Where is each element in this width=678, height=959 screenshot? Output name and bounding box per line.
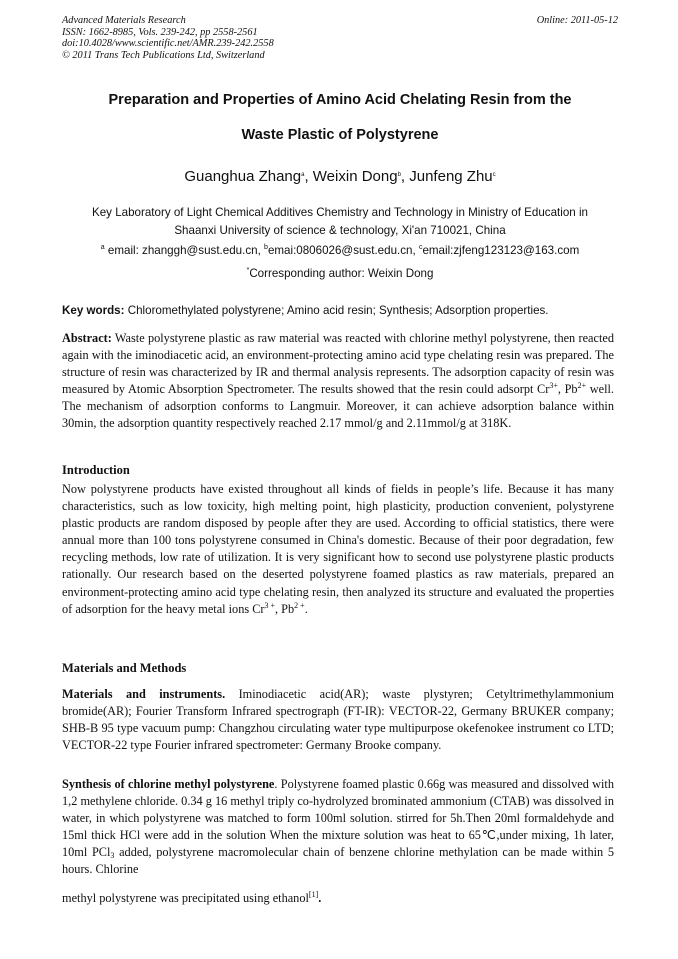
abstract-label: Abstract: <box>62 331 112 345</box>
copyright-line: © 2011 Trans Tech Publications Ltd, Switzerland <box>62 49 265 61</box>
author-mark: a <box>301 172 305 178</box>
affiliation <box>62 204 618 240</box>
introduction-heading: Introduction <box>62 463 130 477</box>
synthesis-sub: 3 <box>110 851 115 861</box>
author-name: Guanghua Zhang <box>184 168 302 185</box>
paper-title-line1: Preparation and Properties of Amino Acid Chelating Resin from the <box>108 92 572 108</box>
abstract-text: well. The mechanism of adsorption conforms to Langmuir. Moreover, it can achieve adsorption balance within 30min, the adsorption quantity respectively reached 2.17 mmol/g and 2.11mmol/g at 318K. <box>62 382 614 431</box>
journal-header <box>62 15 618 61</box>
keywords-label: Key words: <box>62 304 125 317</box>
introduction-sup: 2 + <box>294 600 305 610</box>
introduction-text: Now polystyrene products have existed throughout all kinds of fields in people’s life. Because it has many characteristics, such as low toxicity, high melting point, high plasticity, production convenient, polystyrene plastic products are random disposed by people after they are used. According to official statistics, there were annual more than 100 tons polystyrene consumed in China's domestic. Because of their poor degradation, few recycling methods, low rate of utilization. It is very significant how to second use polystyrene plastic products rationally. Our research based on the deserted polystyrene foamed plastics as raw materials, prepared an environment-protecting amino acid type chelating resin, then analyzed its structure and evaluated the properties of adsorption for the heavy metal ions Cr <box>62 482 614 616</box>
journal-name: Advanced Materials Research <box>62 15 186 26</box>
corresponding-author <box>62 267 618 280</box>
keywords-text: Chloromethylated polystyrene; Amino acid resin; Synthesis; Adsorption properties. <box>124 304 549 317</box>
email-c: email:zjfeng123123@163.com <box>422 244 580 257</box>
synthesis-last-text: methyl polystyrene was precipitated using ethanol <box>62 891 309 905</box>
introduction-text: . <box>304 601 308 616</box>
email-mark-c: c <box>418 244 423 251</box>
doi-line: doi:10.4028/www.scientific.net/AMR.239-242.2558 <box>62 38 274 49</box>
abstract-text: , Pb <box>557 382 578 397</box>
affiliation-line2: Shaanxi University of science & technology, Xi'an 710021, China <box>174 224 506 237</box>
introduction-text: , Pb <box>275 601 295 616</box>
synthesis-last-end: . <box>318 891 322 905</box>
author-name: Junfeng Zhu <box>409 168 493 185</box>
synthesis-label: Synthesis of chlorine methyl polystyrene <box>62 777 275 791</box>
synthesis-last-line <box>62 890 321 906</box>
introduction-sup: 3 + <box>264 600 276 610</box>
paper-title-line2: Waste Plastic of Polystyrene <box>241 127 439 143</box>
email-list <box>62 244 618 257</box>
abstract <box>62 330 614 433</box>
keywords <box>62 304 618 317</box>
materials-label: Materials and instruments. <box>62 687 226 701</box>
abstract-sup: 3+ <box>549 381 558 391</box>
materials-text: Iminodiacetic acid(AR); waste plystyren; Cetyltrimethylammonium bromide(AR); Fourier Transform Infrared spectrograph (FT-IR): VECTOR-22, Germany BRUKER company; SHB-B 95 type vacuum pump: Changzhou circulating water type multipurpose okefenokee instrument co LTD; VECTOR-22 type Fourier infrared spectrometer: Germany Brooke company. <box>62 687 615 753</box>
synthesis-text: added, polystyrene macromolecular chain of benzene chlorine methylation can be made within 5 hours. Chlorine <box>62 845 614 877</box>
online-date: Online: 2011-05-12 <box>536 15 618 26</box>
affiliation-line1: Key Laboratory of Light Chemical Additives Chemistry and Technology in Ministry of Education in <box>92 206 588 219</box>
synthesis-text: . Polystyrene foamed plastic 0.66g was measured and dissolved with 1,2 methylene chloride. 0.34 g 16 methyl triply co-hydrolyzed brominated ammonium (CTAB) was dissolved in water, in which polystyrene was matched to form 100ml solution. stirred for 5h.Then 20ml formaldehyde and 15ml thick HCl were add in the solution When the mixture solution was heat to 65℃,under mixing, 1h later, 10ml PCl <box>62 777 614 860</box>
email-b: emai:0806026@sust.edu.cn, <box>267 244 419 257</box>
issn-line: ISSN: 1662-8985, Vols. 239-242, pp 2558-2561 <box>62 26 258 38</box>
corresponding-text: Corresponding author: Weixin Dong <box>249 267 434 280</box>
abstract-sup: 2+ <box>577 381 587 391</box>
email-mark-a: a <box>100 244 105 251</box>
author-mark: c <box>492 172 496 178</box>
introduction-paragraph <box>62 481 614 618</box>
author-list <box>62 168 618 185</box>
author-separator: , <box>400 168 410 185</box>
reference-marker: [1] <box>308 890 319 899</box>
abstract-text: Waste polystyrene plastic as raw material was reacted with chlorine methyl polystyrene, then reacted again with the iminodiacetic acid, an environment-protecting amino acid type chelating resin was prepared. The structure of resin was characterized by IR and thermal analysis represents. The adsorption capacity of resin was measured by Atomic Absorption Spectrometer. The results showed that the resin could adsorpt Cr <box>62 331 614 397</box>
email-mark-b: b <box>264 244 268 251</box>
corresponding-mark: * <box>246 267 250 274</box>
materials-paragraph <box>62 686 614 754</box>
methods-heading: Materials and Methods <box>62 661 187 675</box>
author-mark: b <box>397 172 401 178</box>
author-separator: , <box>304 168 313 185</box>
author-name: Weixin Dong <box>312 168 398 185</box>
email-a: email: zhanggh@sust.edu.cn, <box>104 244 265 257</box>
synthesis-paragraph <box>62 776 614 879</box>
